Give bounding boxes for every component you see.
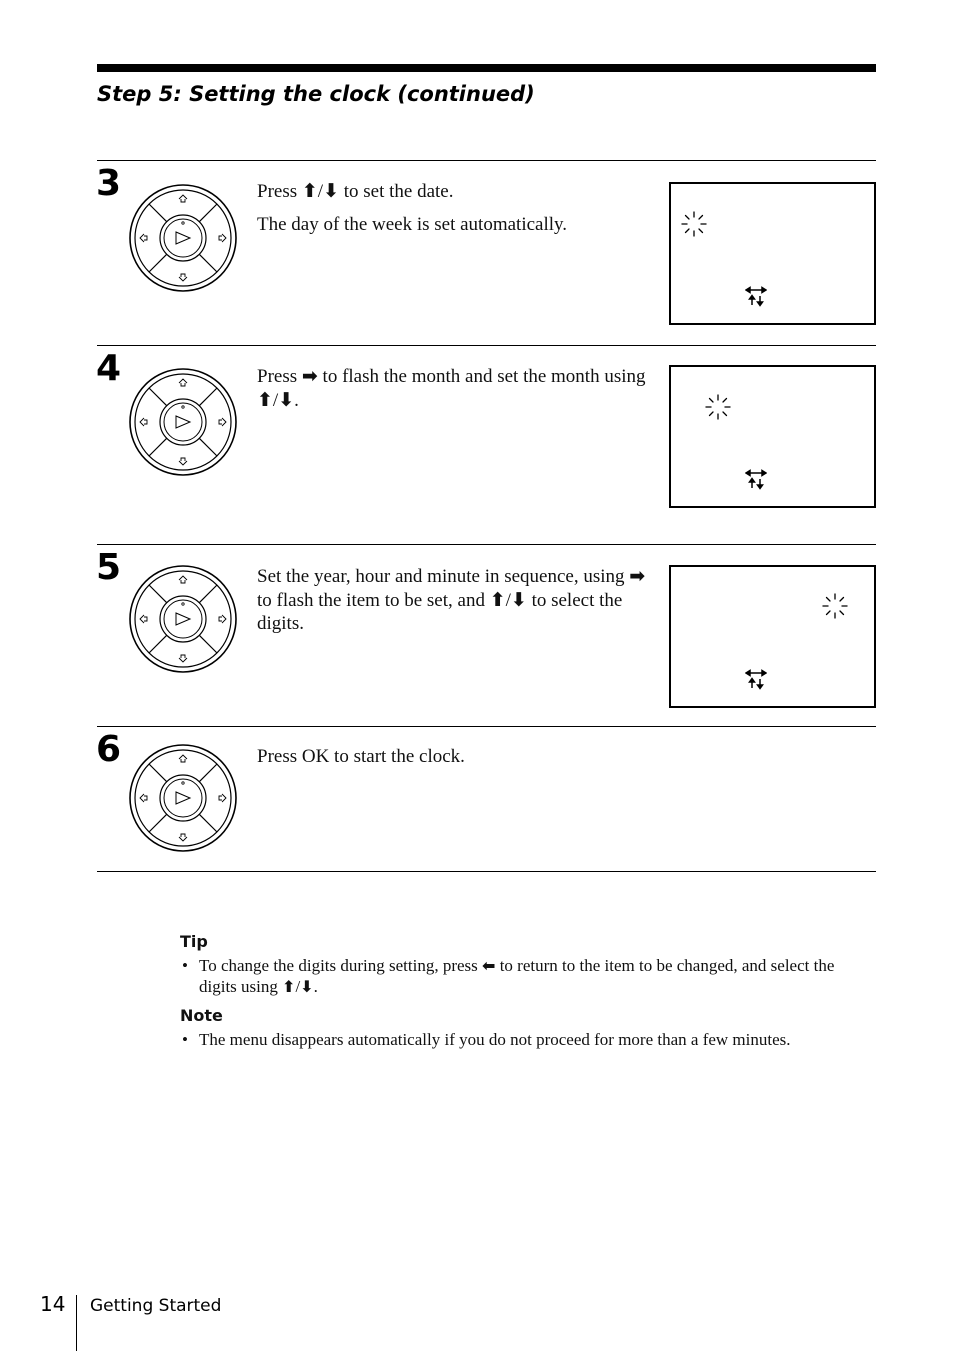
step-number: 5	[96, 547, 122, 588]
clock-set-screen	[669, 565, 876, 708]
right-arrow-icon: ➡	[301, 365, 318, 387]
up-arrow-icon: ⬆	[257, 388, 273, 411]
slash-text: /	[295, 977, 301, 996]
step-instructions	[257, 180, 649, 245]
note-item	[180, 1029, 860, 1050]
header-rule	[97, 64, 876, 72]
step-instructions	[257, 365, 649, 421]
right-arrow-icon: ➡	[629, 565, 646, 587]
page-title: Step 5: Setting the clock (continued)	[97, 82, 535, 106]
tip-text: To change the digits during setting, press	[199, 956, 483, 975]
step-divider	[97, 871, 876, 872]
slash-text: /	[272, 389, 279, 411]
instruction-text: to set the date.	[339, 181, 454, 202]
remote-control-icon	[127, 182, 239, 294]
down-arrow-icon: ⬇	[323, 180, 339, 202]
tip-heading: Tip	[180, 932, 208, 951]
step-instructions	[257, 745, 649, 778]
slash-text: /	[505, 589, 511, 611]
instruction-text: Press OK to start the clock.	[257, 746, 465, 767]
flashing-indicator-icon	[680, 210, 708, 238]
tip-item	[180, 955, 860, 997]
instruction-text: Press	[257, 181, 302, 202]
down-arrow-icon: ⬇	[278, 388, 295, 411]
left-arrow-icon: ⬅	[482, 956, 496, 975]
note-text: The menu disappears automatically if you do not proceed for more than a few minutes.	[199, 1030, 791, 1049]
step-divider	[97, 726, 876, 727]
step-divider	[97, 345, 876, 346]
step-divider	[97, 160, 876, 161]
down-arrow-icon: ⬇	[510, 588, 527, 611]
bullet: •	[182, 956, 188, 975]
tip-section	[180, 931, 860, 997]
instruction-text: to flash the item to be set, and	[257, 589, 490, 611]
step-divider	[97, 544, 876, 545]
footer-section-title: Getting Started	[90, 1296, 222, 1316]
instruction-text: .	[294, 389, 299, 411]
up-arrow-icon: ⬆	[282, 977, 296, 996]
instruction-text: to flash the month and set the month using	[317, 366, 646, 387]
page-number: 14	[40, 1292, 66, 1316]
tip-text: to return to the item to be changed, and select the digits using	[199, 956, 835, 996]
remote-control-icon	[127, 366, 239, 478]
navigation-arrows-icon	[745, 668, 767, 690]
step-instructions	[257, 565, 649, 645]
clock-set-screen	[669, 182, 876, 325]
flashing-indicator-icon	[704, 393, 732, 421]
down-arrow-icon: ⬇	[300, 977, 314, 996]
step-number: 6	[96, 729, 122, 770]
remote-control-icon	[127, 742, 239, 854]
instruction-text: Press	[257, 366, 302, 387]
instruction-text: Set the year, hour and minute in sequence, using	[257, 566, 630, 587]
step-number: 3	[96, 163, 122, 204]
bullet: •	[182, 1030, 188, 1049]
instruction-text: The day of the week is set automatically.	[257, 213, 568, 235]
step-number: 4	[96, 348, 122, 389]
up-arrow-icon: ⬆	[301, 180, 318, 202]
navigation-arrows-icon	[745, 285, 767, 307]
tip-text: .	[313, 977, 318, 996]
flashing-indicator-icon	[821, 592, 849, 620]
remote-control-icon	[127, 563, 239, 675]
clock-set-screen	[669, 365, 876, 508]
slash-text: /	[317, 181, 324, 202]
note-heading: Note	[180, 1006, 223, 1025]
instruction-text: to select the digits.	[257, 589, 623, 634]
up-arrow-icon: ⬆	[489, 588, 506, 611]
navigation-arrows-icon	[745, 468, 767, 490]
note-section	[180, 1005, 860, 1050]
footer-divider	[76, 1295, 77, 1351]
